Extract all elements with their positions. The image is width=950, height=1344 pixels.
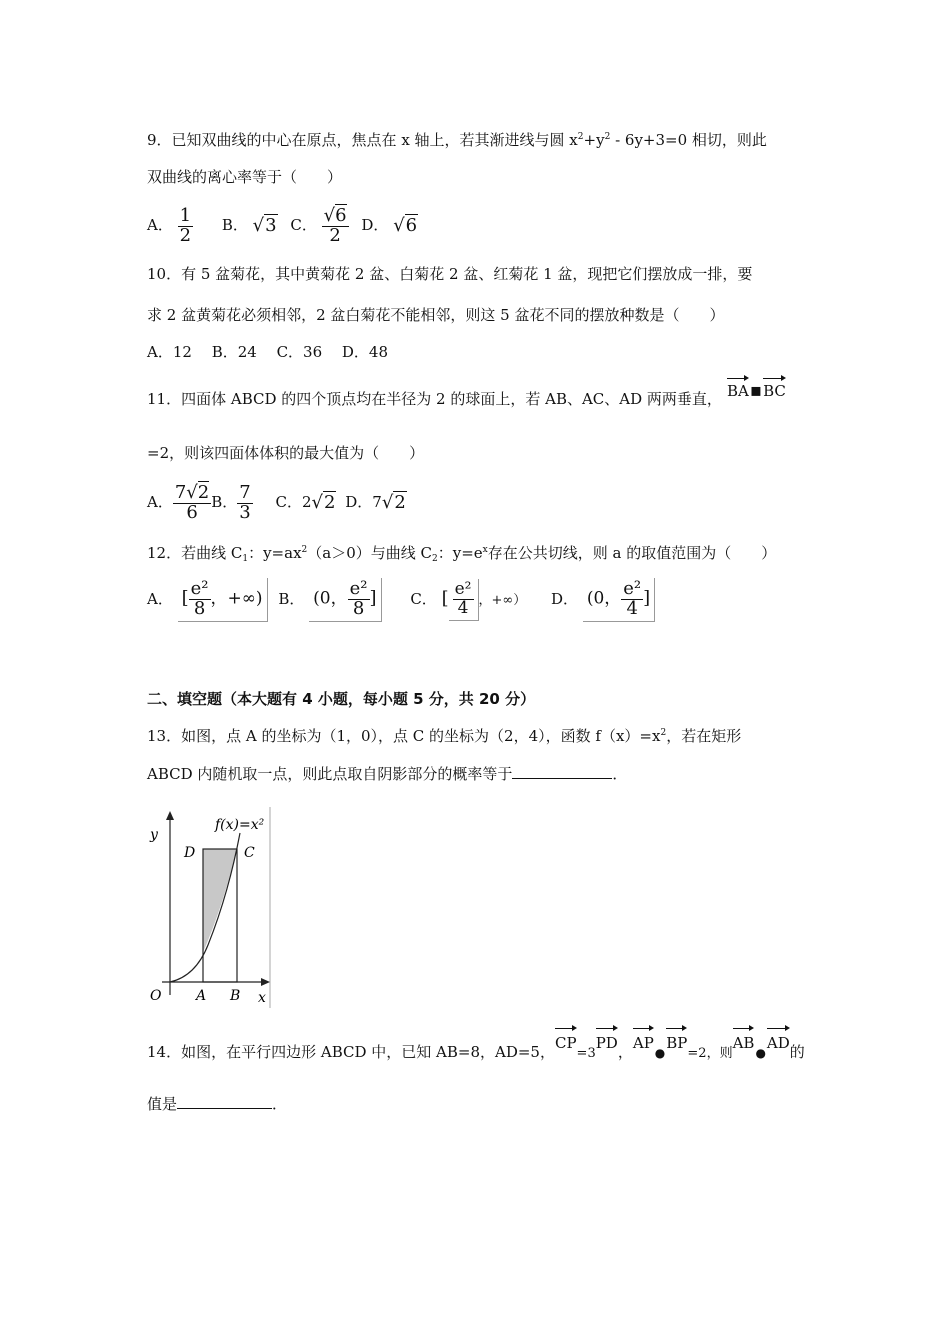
q13-text-c: ABCD 内随机取一点，则此点取自阴影部分的概率等于 bbox=[147, 765, 513, 783]
coef: 2 bbox=[301, 493, 312, 511]
frac-num: e² bbox=[454, 579, 472, 600]
bracket: [ bbox=[181, 587, 189, 609]
frac-den: 4 bbox=[626, 598, 638, 619]
dot-operator: ● bbox=[755, 1046, 766, 1060]
q9-option-d-label: D． bbox=[361, 216, 389, 234]
q9-stem-line1 bbox=[147, 127, 767, 150]
coef: 7 bbox=[174, 481, 187, 503]
bracket: [ bbox=[441, 588, 449, 609]
x-axis-label: x bbox=[258, 990, 266, 1006]
bracket: (0， bbox=[586, 588, 622, 609]
q9-option-a-fraction bbox=[178, 204, 193, 246]
q11-stem-line1 bbox=[147, 389, 722, 409]
q11-option-b-label: B． bbox=[211, 493, 238, 511]
q14-text-b: 的 bbox=[789, 1043, 805, 1061]
radicand: 6 bbox=[335, 204, 347, 226]
q13-text-b: ，若在矩形 bbox=[666, 727, 742, 745]
q10-stem-line1: 10．有 5 盆菊花，其中黄菊花 2 盆、白菊花 2 盆、红菊花 1 盆，现把它们摆放成一排，要 bbox=[147, 265, 753, 283]
q12-sub-a: 1 bbox=[242, 554, 249, 564]
fraction bbox=[189, 580, 211, 619]
q12-text-b: ：y=ax bbox=[248, 544, 302, 562]
bracket: ] bbox=[643, 587, 651, 609]
coef: 7 bbox=[372, 493, 382, 511]
vector-ab: AB bbox=[733, 1031, 755, 1055]
q11-option-d-label: D． bbox=[345, 493, 373, 511]
q9-option-c-label: C． bbox=[290, 216, 317, 234]
q14-text-c: 值是 bbox=[147, 1095, 178, 1113]
q12-option-c-interval bbox=[442, 579, 527, 621]
q11-option-c-label: C． bbox=[275, 493, 302, 511]
q13-stem-line2 bbox=[147, 764, 627, 784]
vector-ba: BA bbox=[727, 382, 749, 400]
q9-option-a-label: A． bbox=[147, 216, 173, 234]
bracket: ] bbox=[369, 587, 377, 609]
point-c-label: C bbox=[244, 845, 255, 861]
q13-text-a: 13．如图，点 A 的坐标为（1，0），点 C 的坐标为（2，4），函数 f（x）=x bbox=[147, 727, 661, 745]
dot-operator: ● bbox=[654, 1046, 666, 1060]
frac-den: 6 bbox=[186, 501, 198, 523]
vector-bc: BC bbox=[763, 382, 786, 400]
q11-option-a-label: A． bbox=[147, 493, 173, 511]
q14-eq-b: =2，则 bbox=[687, 1046, 733, 1061]
vector-ad: AD bbox=[767, 1031, 790, 1055]
q14-period: ． bbox=[272, 1095, 288, 1113]
q14-text-a: 14．如图，在平行四边形 ABCD 中，已知 AB=8，AD=5， bbox=[147, 1043, 555, 1061]
q12-option-d-label: D． bbox=[551, 590, 579, 608]
tail: ，+∞) bbox=[210, 588, 263, 609]
q11-stem-line2: =2，则该四面体体积的最大值为（ ） bbox=[147, 444, 425, 462]
q11-option-a-fraction bbox=[173, 481, 211, 523]
q10-options: A．12 B．24 C．36 D．48 bbox=[147, 343, 389, 361]
y-axis-arrow-icon bbox=[166, 811, 174, 820]
frac-num: e² bbox=[623, 578, 642, 600]
section2-heading: 二、填空题（本大题有 4 小题，每小题 5 分，共 20 分） bbox=[147, 690, 536, 708]
vector-cp: CP bbox=[555, 1031, 577, 1055]
frac-num: e² bbox=[349, 578, 368, 600]
point-b-label: B bbox=[230, 988, 241, 1004]
point-a-label: A bbox=[196, 988, 207, 1004]
vector-ap: AP bbox=[633, 1031, 654, 1055]
q13-stem-line1 bbox=[147, 723, 741, 746]
fraction bbox=[348, 580, 370, 619]
radicand: 6 bbox=[405, 215, 418, 236]
q10-stem-line2: 求 2 盆黄菊花必须相邻，2 盆白菊花不能相邻，则这 5 盆花不同的摆放种数是（ ） bbox=[147, 306, 725, 324]
frac-num: 7 bbox=[239, 481, 251, 503]
q12-option-a-label: A． bbox=[147, 590, 173, 608]
x-axis-arrow-icon bbox=[261, 978, 270, 986]
q9-sup-a: 2 bbox=[577, 132, 584, 142]
frac-den: 8 bbox=[352, 598, 365, 619]
q9-sup-b: 2 bbox=[604, 132, 611, 142]
q12-text-c: （a＞0）与曲线 C bbox=[307, 544, 432, 562]
frac-den: 2 bbox=[179, 224, 192, 246]
dot-operator: ▪ bbox=[749, 380, 763, 401]
frac-den: 8 bbox=[193, 598, 206, 619]
q13-period: ． bbox=[612, 765, 628, 783]
radicand: 3 bbox=[265, 215, 277, 236]
shaded-region bbox=[203, 849, 237, 952]
q12-option-d-interval bbox=[583, 578, 655, 622]
frac-den: 2 bbox=[329, 224, 341, 246]
q12-sub-b: 2 bbox=[432, 554, 438, 564]
q13-figure bbox=[140, 805, 275, 1010]
q12-sup-a: 2 bbox=[301, 545, 308, 555]
q11-text: 11．四面体 ABCD 的四个顶点均在半径为 2 的球面上，若 AB、AC、AD 两两垂直， bbox=[147, 390, 722, 408]
q14-stem-line2 bbox=[147, 1094, 287, 1114]
q12-options bbox=[147, 574, 655, 624]
q11-option-d-sqrt: √2 bbox=[381, 492, 406, 513]
q12-option-a-interval bbox=[178, 578, 268, 622]
vector-bp: BP bbox=[666, 1031, 687, 1055]
q12-sup-b: x bbox=[482, 545, 488, 555]
point-d-label: D bbox=[184, 845, 196, 861]
vector-pd: PD bbox=[596, 1031, 618, 1055]
q9-option-d-sqrt: √6 bbox=[393, 215, 418, 236]
q12-text-e: 存在公共切线，则 a 的取值范围为（ ） bbox=[487, 544, 777, 562]
q14-comma: ， bbox=[617, 1043, 633, 1061]
q14-answer-blank[interactable] bbox=[177, 1108, 272, 1109]
q13-sup: 2 bbox=[660, 728, 667, 738]
y-axis-label: y bbox=[150, 827, 158, 843]
q9-option-c-fraction bbox=[322, 204, 349, 246]
fraction bbox=[449, 579, 479, 621]
q9-text-a: 9．已知双曲线的中心在原点，焦点在 x 轴上，若其渐进线与圆 x bbox=[147, 131, 578, 149]
bracket: (0， bbox=[313, 588, 348, 609]
function-label: f(x)=x² bbox=[215, 817, 265, 833]
q12-option-c-label: C． bbox=[410, 590, 437, 608]
q9-text-b: +y bbox=[583, 131, 605, 149]
frac-num: 1 bbox=[179, 204, 192, 226]
q14-stem-line1 bbox=[147, 1034, 805, 1064]
q12-option-b-interval bbox=[309, 578, 381, 622]
q13-answer-blank[interactable] bbox=[512, 778, 612, 779]
q11-option-b-fraction bbox=[237, 481, 252, 523]
q14-eq-a: =3 bbox=[576, 1046, 596, 1061]
q12-stem bbox=[147, 540, 776, 569]
radicand: 2 bbox=[324, 492, 336, 513]
q12-text-a: 12．若曲线 C bbox=[147, 544, 243, 562]
q9-stem-line2: 双曲线的离心率等于（ ） bbox=[147, 168, 343, 186]
q12-option-b-label: B． bbox=[278, 590, 305, 608]
frac-num: e² bbox=[190, 578, 209, 600]
radicand: 2 bbox=[197, 481, 210, 503]
q9-option-b-label: B． bbox=[221, 216, 248, 234]
frac-den: 3 bbox=[239, 501, 251, 523]
q9-text-c: - 6y+3=0 相切，则此 bbox=[610, 131, 767, 149]
radicand: 2 bbox=[394, 492, 406, 513]
q9-options bbox=[147, 205, 418, 245]
frac-num: √6 bbox=[323, 204, 347, 226]
q11-option-c-sqrt: √2 bbox=[311, 492, 336, 513]
q12-text-d: ：y=e bbox=[437, 544, 483, 562]
q11-vector-product bbox=[727, 380, 786, 401]
tail: ，+∞） bbox=[478, 593, 527, 608]
origin-label: O bbox=[150, 988, 162, 1004]
frac-num: 7√2 bbox=[174, 481, 210, 503]
q11-options bbox=[147, 480, 407, 524]
frac-den: 4 bbox=[457, 598, 469, 618]
fraction bbox=[621, 580, 643, 619]
q9-option-b-sqrt: √3 bbox=[252, 215, 277, 236]
